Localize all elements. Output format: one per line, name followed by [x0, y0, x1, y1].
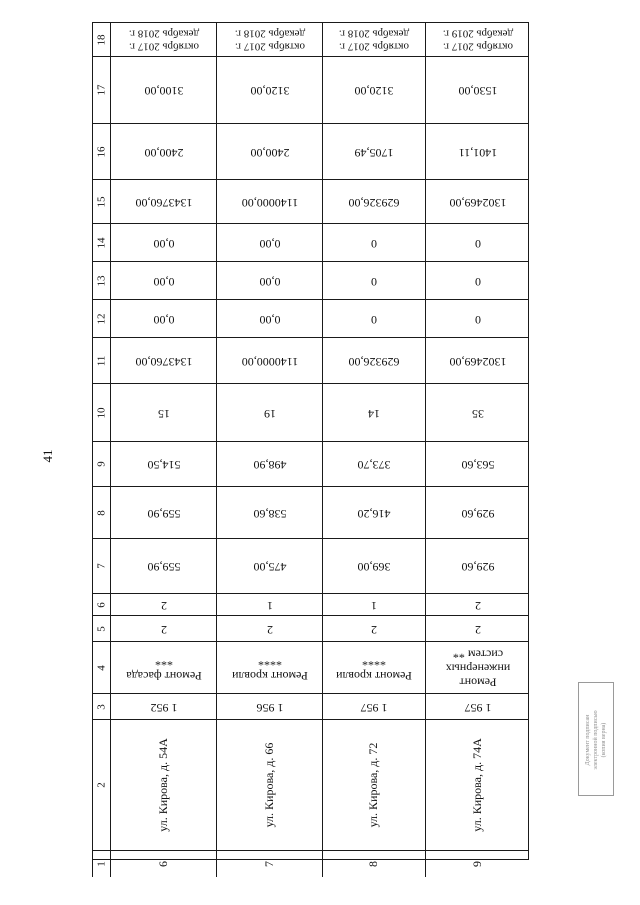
- value-col-10: 14: [368, 406, 380, 421]
- construction-year: 1 956: [256, 700, 283, 715]
- table-cell: [216, 719, 322, 850]
- column-number: 14: [95, 237, 108, 248]
- table-cell: [110, 261, 216, 299]
- column-number: 7: [95, 563, 108, 569]
- column-number-header: [92, 719, 110, 850]
- value-col-14: 0,00: [259, 236, 280, 251]
- work-period-line: октябрь 2017 г.: [442, 40, 513, 53]
- table-cell: [322, 593, 425, 615]
- value-col-8: 538,60: [253, 506, 286, 521]
- column-number-header: [92, 486, 110, 538]
- value-col-17: 3100,00: [144, 83, 183, 98]
- work-type-line: инженерных: [445, 661, 510, 676]
- table-cell: [216, 337, 322, 383]
- column-number: 13: [95, 275, 108, 286]
- table-cell: [110, 538, 216, 593]
- table-cell: [322, 179, 425, 223]
- table-cell: [425, 261, 529, 299]
- construction-year: 1 952: [150, 700, 177, 715]
- column-number-header: [92, 441, 110, 486]
- value-col-9: 563,60: [461, 457, 494, 472]
- work-period: [339, 27, 409, 52]
- column-number: 1: [95, 861, 108, 867]
- column-number: 18: [95, 34, 108, 45]
- building-address: ул. Кирова, д. 72: [366, 742, 381, 828]
- work-period: [442, 27, 512, 52]
- value-col-12: 0,00: [153, 312, 174, 327]
- certification-stamp: Документ подписан электронной подписью (копия верна): [578, 682, 614, 796]
- table-cell: [425, 123, 529, 179]
- table-cell: [216, 593, 322, 615]
- table-cell: [322, 441, 425, 486]
- value-col-12: 0: [474, 312, 481, 327]
- work-period-line: октябрь 2017 г.: [234, 40, 305, 53]
- work-type-line: Ремонт: [458, 675, 497, 690]
- row-number: 6: [155, 861, 170, 867]
- table-cell: [216, 641, 322, 693]
- value-col-13: 0: [474, 274, 481, 289]
- table-cell: [322, 383, 425, 441]
- value-col-13: 0: [371, 274, 377, 289]
- value-col-6: 1: [266, 598, 273, 613]
- building-address: ул. Кирова, д. 74А: [469, 738, 484, 832]
- table-cell: [322, 123, 425, 179]
- work-period: [128, 27, 198, 52]
- column-number: 15: [95, 196, 108, 207]
- table-cell: [110, 383, 216, 441]
- table-cell: [322, 693, 425, 719]
- table-cell: [322, 486, 425, 538]
- table-cell: [322, 337, 425, 383]
- table-cell: [216, 299, 322, 337]
- work-period-line: октябрь 2017 г.: [128, 40, 199, 53]
- column-number: 17: [95, 84, 108, 96]
- column-number: 3: [95, 703, 108, 710]
- column-number: 9: [95, 461, 108, 467]
- column-number-header: [92, 56, 110, 123]
- column-number: 4: [95, 664, 108, 671]
- value-col-9: 514,50: [147, 457, 180, 472]
- value-col-6: 2: [474, 598, 481, 613]
- table-cell: [425, 337, 529, 383]
- table-cell: [216, 486, 322, 538]
- value-col-10: 15: [157, 406, 170, 421]
- value-col-17: 3120,00: [354, 83, 394, 98]
- value-col-10: 35: [471, 406, 484, 421]
- value-col-8: 929,60: [461, 506, 494, 521]
- value-col-14: 0: [474, 236, 481, 251]
- value-col-6: 2: [160, 598, 167, 613]
- table-cell: [216, 538, 322, 593]
- table-cell: [425, 22, 529, 56]
- table-cell: [425, 223, 529, 261]
- work-period: [234, 27, 304, 52]
- table-cell: [110, 850, 216, 877]
- value-col-8: 559,90: [147, 506, 180, 521]
- column-number-header: [92, 179, 110, 223]
- work-type-line: ***: [154, 654, 173, 669]
- table-cell: [425, 179, 529, 223]
- table-cell: [425, 593, 529, 615]
- work-period-line: декабрь 2018 г.: [128, 27, 199, 40]
- table-cell: [425, 641, 529, 693]
- value-col-13: 0,00: [259, 274, 280, 289]
- table-cell: [322, 261, 425, 299]
- column-number-header: [92, 383, 110, 441]
- building-address: ул. Кирова, д. 54А: [155, 738, 170, 832]
- table-cell: [110, 179, 216, 223]
- work-period-line: декабрь 2018 г.: [234, 27, 305, 40]
- value-col-17: 1530,00: [458, 83, 497, 98]
- table-cell: [216, 22, 322, 56]
- table-cell: [110, 56, 216, 123]
- table-cell: [425, 693, 529, 719]
- work-type: [445, 647, 510, 688]
- value-col-9: 498,90: [253, 457, 286, 472]
- column-number-header: [92, 615, 110, 641]
- work-type: [232, 654, 308, 682]
- page-number: 41: [40, 449, 55, 463]
- value-col-8: 416,20: [357, 506, 391, 521]
- table-cell: [425, 615, 529, 641]
- value-col-11: 1302469,00: [449, 354, 506, 369]
- column-number: 6: [95, 601, 108, 608]
- table-cell: [322, 641, 425, 693]
- value-col-6: 1: [371, 598, 377, 613]
- value-col-15: 1302469,00: [449, 195, 506, 210]
- value-col-14: 0: [371, 236, 377, 251]
- value-col-11: 1343760,00: [135, 354, 192, 369]
- column-number: 10: [95, 407, 108, 418]
- table-cell: [110, 719, 216, 850]
- row-number: 7: [261, 861, 276, 867]
- work-type-line: Ремонт фасада: [125, 668, 202, 683]
- column-number-header: [92, 538, 110, 593]
- column-number: 12: [95, 313, 108, 324]
- value-col-13: 0,00: [153, 274, 174, 289]
- table-cell: [216, 56, 322, 123]
- repair-schedule-table: [92, 22, 529, 867]
- table-cell: [110, 299, 216, 337]
- column-number-header: [92, 123, 110, 179]
- table-cell: [322, 56, 425, 123]
- value-col-7: 559,90: [147, 559, 180, 574]
- value-col-5: 2: [474, 622, 481, 637]
- table-cell: [425, 719, 529, 850]
- value-col-16: 2400,00: [250, 145, 289, 160]
- column-number: 16: [95, 146, 108, 157]
- table-cell: [216, 693, 322, 719]
- table-cell: [110, 693, 216, 719]
- value-col-11: 1140000,00: [241, 354, 298, 369]
- work-period-line: декабрь 2018 г.: [338, 27, 410, 40]
- table-cell: [216, 261, 322, 299]
- table-cell: [425, 56, 529, 123]
- column-number: 2: [95, 782, 108, 788]
- value-col-16: 2400,00: [144, 145, 183, 160]
- work-type-line: систем **: [452, 647, 503, 662]
- table-cell: [425, 441, 529, 486]
- table-cell: [425, 538, 529, 593]
- value-col-12: 0,00: [259, 312, 280, 327]
- value-col-5: 2: [266, 622, 273, 637]
- table-cell: [216, 441, 322, 486]
- value-col-10: 19: [263, 406, 276, 421]
- table-cell: [110, 22, 216, 56]
- column-number-header: [92, 223, 110, 261]
- table-cell: [322, 223, 425, 261]
- column-number-header: [92, 850, 110, 877]
- column-number-header: [92, 593, 110, 615]
- table-cell: [216, 850, 322, 877]
- table-cell: [322, 719, 425, 850]
- column-number-header: [92, 641, 110, 693]
- construction-year: 1 957: [464, 700, 491, 715]
- table-cell: [110, 337, 216, 383]
- column-number: 11: [95, 355, 108, 366]
- building-address: ул. Кирова, д. 66: [261, 742, 276, 828]
- value-col-11: 629326,00: [348, 354, 400, 369]
- table-cell: [110, 615, 216, 641]
- work-period-line: октябрь 2017 г.: [338, 40, 410, 53]
- table-cell: [322, 615, 425, 641]
- table-cell: [425, 486, 529, 538]
- value-col-15: 629326,00: [348, 195, 400, 210]
- table-cell: [110, 641, 216, 693]
- column-number-header: [92, 261, 110, 299]
- work-type-line: ****: [257, 654, 282, 669]
- value-col-7: 929,60: [461, 559, 494, 574]
- value-col-9: 373,70: [357, 457, 391, 472]
- value-col-17: 3120,00: [250, 83, 289, 98]
- table-cell: [110, 223, 216, 261]
- row-number: 9: [469, 861, 484, 867]
- table-cell: [425, 299, 529, 337]
- table-cell: [322, 538, 425, 593]
- table-cell: [322, 850, 425, 877]
- work-type-line: ****: [362, 654, 387, 669]
- table-cell: [216, 383, 322, 441]
- table-cell: [110, 441, 216, 486]
- work-type: [336, 654, 412, 682]
- value-col-7: 475,00: [253, 559, 286, 574]
- value-col-15: 1343760,00: [135, 195, 192, 210]
- column-number: 8: [95, 509, 108, 516]
- column-number-header: [92, 299, 110, 337]
- value-col-12: 0: [371, 312, 377, 327]
- value-col-5: 2: [371, 622, 377, 637]
- table-cell: [110, 593, 216, 615]
- value-col-7: 369,00: [357, 559, 391, 574]
- value-col-16: 1705,49: [354, 145, 394, 160]
- table-cell: [425, 383, 529, 441]
- table-cell: [216, 179, 322, 223]
- table-cell: [110, 486, 216, 538]
- table-cell: [216, 615, 322, 641]
- column-number: 5: [95, 625, 108, 632]
- table-cell: [322, 22, 425, 56]
- value-col-16: 1401,11: [458, 145, 497, 160]
- value-col-5: 2: [160, 622, 167, 637]
- table-cell: [425, 850, 529, 877]
- table-cell: [110, 123, 216, 179]
- work-type: [126, 654, 201, 682]
- row-number: 8: [366, 861, 381, 867]
- value-col-14: 0,00: [153, 236, 174, 251]
- column-number-header: [92, 22, 110, 56]
- table-cell: [216, 223, 322, 261]
- work-period-line: декабрь 2019 г.: [442, 27, 513, 40]
- construction-year: 1 957: [360, 700, 388, 715]
- work-type-line: Ремонт кровли: [336, 668, 412, 683]
- work-type-line: Ремонт кровли: [231, 668, 308, 683]
- column-number-header: [92, 693, 110, 719]
- table-cell: [216, 123, 322, 179]
- table-cell: [322, 299, 425, 337]
- column-number-header: [92, 337, 110, 383]
- value-col-15: 1140000,00: [241, 195, 298, 210]
